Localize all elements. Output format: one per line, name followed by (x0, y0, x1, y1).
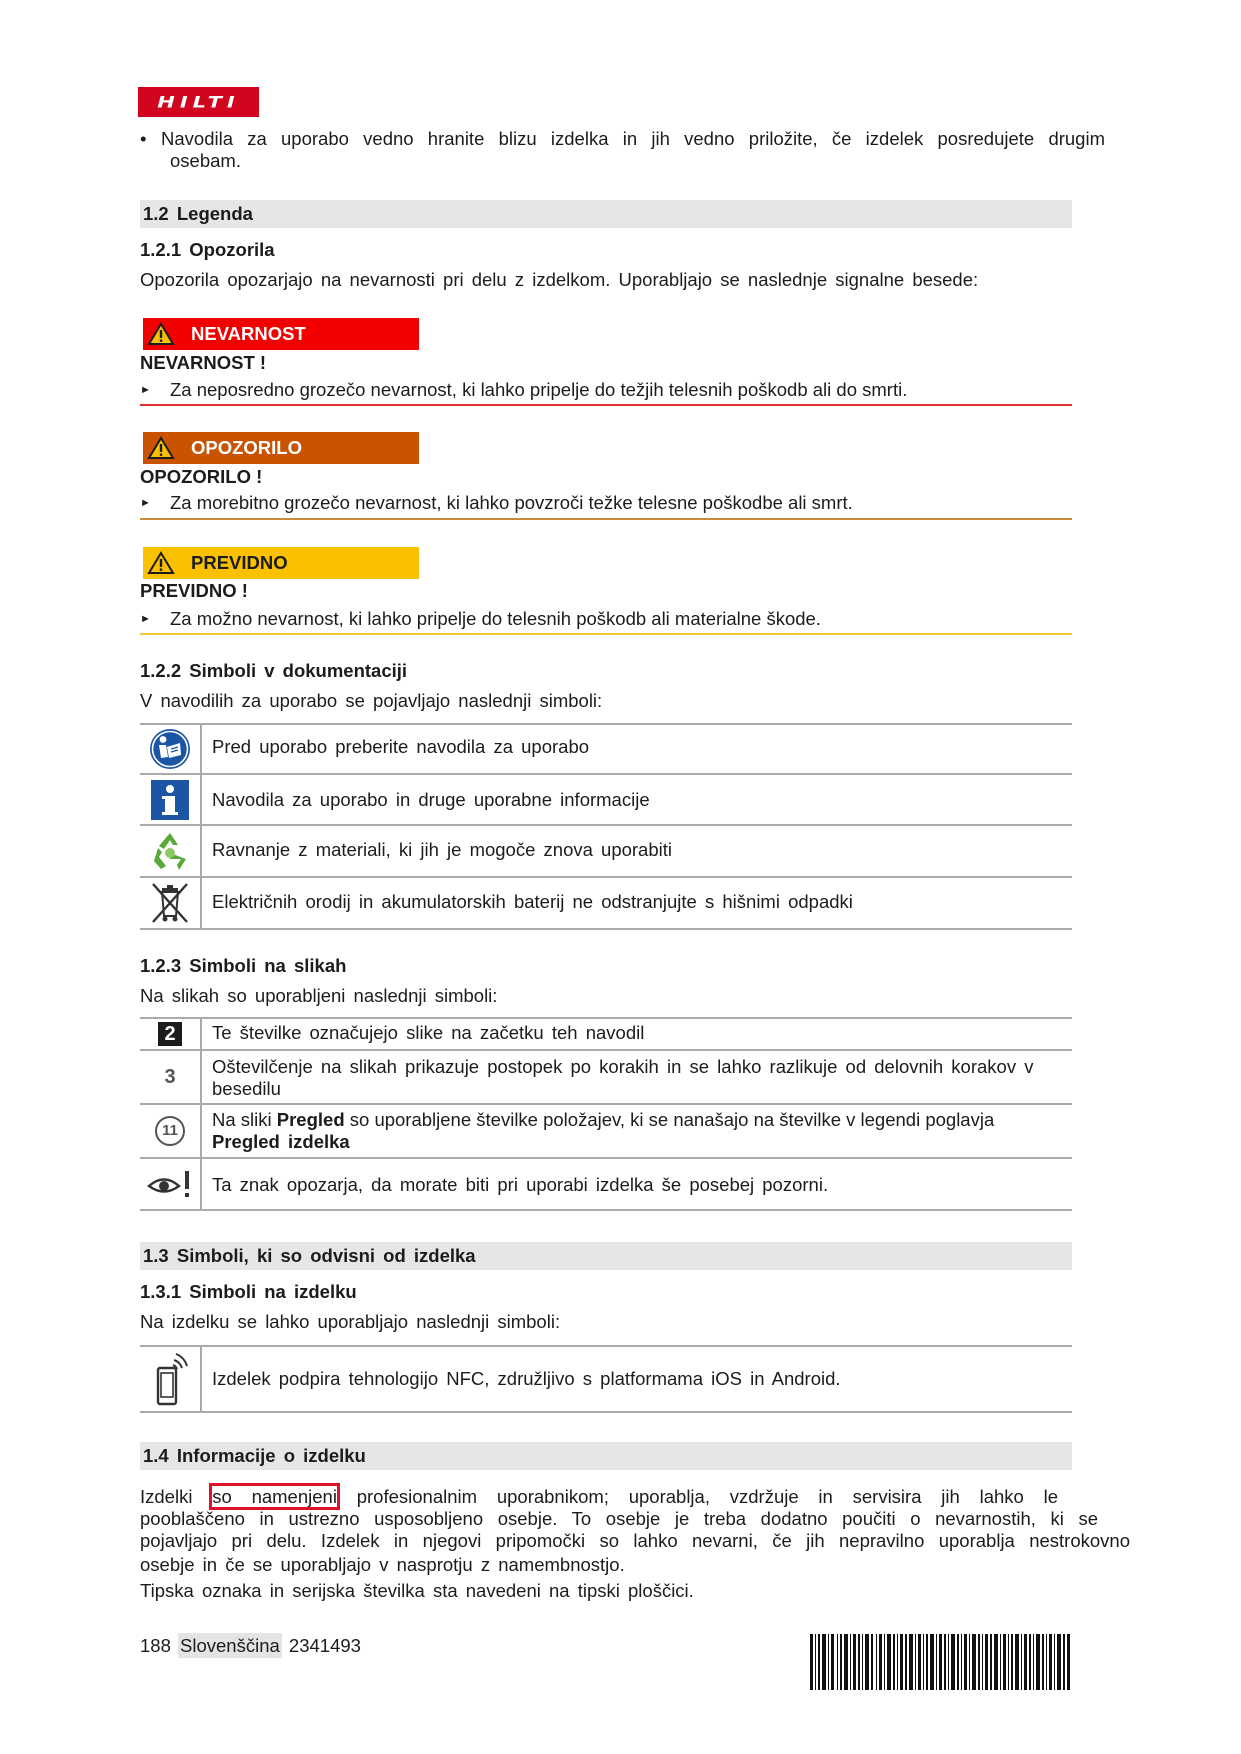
image-symbol-text-line1: Oštevilčenje na slikah prikazuje postopek po korakih in se lahko razlikuje od delovnih korakov v (212, 1056, 1034, 1077)
doc-symbol-text: Navodila za uporabo in druge uporabne informacije (212, 789, 650, 810)
hilti-logo (138, 87, 259, 117)
table-row (140, 1051, 200, 1103)
warnings-intro-text: Opozorila opozarjajo na nevarnosti pri delu z izdelkom. Uporabljajo se naslednje signalne besede: (140, 269, 979, 290)
subsection-title-1-2-2: 1.2.2 Simboli v dokumentaciji (140, 660, 408, 681)
bullet-triangle-icon: ► (140, 384, 151, 396)
highlighted-text: so namenjeni (212, 1486, 337, 1507)
intro-bullet-line2: osebam. (170, 150, 241, 171)
table-rule (140, 1345, 1072, 1347)
signal-label-caution: PREVIDNO (191, 552, 288, 573)
page-footer (140, 1635, 361, 1657)
doc-symbol-text: Pred uporabo preberite navodila za uporabo (212, 736, 590, 757)
warning-triangle-icon (147, 436, 175, 460)
divider-danger (140, 404, 1072, 406)
text-run: Na sliki (212, 1109, 277, 1130)
divider-warning (140, 518, 1072, 520)
table-column-divider (200, 1345, 202, 1413)
warning-triangle-icon (147, 551, 175, 575)
product-info-line2: pooblaščeno in ustrezno usposobljeno osebje. To osebje je treba dodatno poučiti o nevarnostih, ki se (140, 1508, 1098, 1529)
text-run: profesionalnim uporabnikom; uporablja, vzdržuje in servisira jih lahko le (336, 1486, 1059, 1507)
signal-heading-caution: PREVIDNO ! (140, 580, 248, 601)
document-number: 2341493 (288, 1635, 361, 1656)
signal-label-warning: OPOZORILO (191, 437, 302, 458)
table-rule (140, 1103, 1072, 1105)
table-rule (140, 1157, 1072, 1159)
section-title-1-2: 1.2 Legenda (140, 200, 1072, 228)
signal-banner-caution (143, 547, 419, 579)
table-rule (140, 928, 1072, 930)
table-row (140, 775, 200, 824)
info-icon (150, 779, 190, 821)
subsection-title-1-2-3: 1.2.3 Simboli na slikah (140, 955, 347, 976)
signal-banner-danger (143, 318, 419, 350)
intro-bullet-marker: • (140, 128, 147, 149)
signal-heading-danger: NEVARNOST ! (140, 352, 267, 373)
table-rule (140, 1049, 1072, 1051)
table-rule (140, 1209, 1072, 1211)
signal-bullet-warning (140, 492, 1072, 514)
table-row (140, 725, 200, 773)
nfc-phone-icon (150, 1350, 190, 1408)
doc-symbols-intro: V navodilih za uporabo se pojavljajo naslednji simboli: (140, 690, 603, 711)
image-symbol-text: Ta znak opozarja, da morate biti pri uporabi izdelka še posebej pozorni. (212, 1174, 829, 1195)
text-run: Izdelki (140, 1486, 213, 1507)
table-row (140, 878, 200, 928)
subsection-title-1-2-1: 1.2.1 Opozorila (140, 239, 275, 260)
signal-heading-warning: OPOZORILO ! (140, 466, 263, 487)
subsection-title-1-3-1: 1.3.1 Simboli na izdelku (140, 1281, 357, 1302)
bullet-triangle-icon: ► (140, 497, 151, 509)
position-number-circle-icon (155, 1116, 185, 1146)
figure-number-box-icon (158, 1022, 182, 1046)
signal-bullet-danger (140, 379, 1072, 401)
table-row (140, 826, 200, 876)
table-rule (140, 876, 1072, 878)
section-title-1-3: 1.3 Simboli, ki so odvisni od izdelka (140, 1242, 1072, 1270)
recycle-icon (148, 829, 192, 873)
table-column-divider (200, 1017, 202, 1211)
table-rule (140, 824, 1072, 826)
image-symbol-text: Te številke označujejo slike na začetku teh navodil (212, 1022, 645, 1043)
section-title-1-4: 1.4 Informacije o izdelku (140, 1442, 1072, 1470)
image-symbol-text-line1 (212, 1109, 994, 1131)
product-symbols-intro: Na izdelku se lahko uporabljajo naslednji simboli: (140, 1311, 561, 1332)
signal-text-danger: Za neposredno grozečo nevarnost, ki lahko pripelje do težjih telesnih poškodb ali do smrti. (170, 379, 908, 400)
bullet-triangle-icon: ► (140, 613, 151, 625)
table-row (140, 1105, 200, 1157)
product-info-para2: Tipska oznaka in serijska številka sta navedeni na tipski ploščici. (140, 1580, 694, 1601)
figure-number: 2 (164, 1023, 176, 1045)
text-run: so uporabljene številke položajev, ki se nanašajo na številke v legendi poglavja (344, 1109, 995, 1130)
table-rule (140, 1017, 1072, 1019)
product-info-line3: pojavljajo pri delu. Izdelek in njegovi pripomočki so lahko nevarni, če jih nepravilno uporablja nestrokovno (140, 1530, 1130, 1551)
doc-symbol-text: Ravnanje z materiali, ki jih je mogoče znova uporabiti (212, 839, 672, 860)
table-row (140, 1347, 200, 1411)
position-number: 11 (162, 1122, 178, 1139)
divider-caution (140, 633, 1072, 635)
footer-language: Slovenščina (180, 1635, 280, 1656)
table-column-divider (200, 723, 202, 930)
logo-text: HILTI (157, 92, 240, 112)
product-symbol-text: Izdelek podpira tehnologijo NFC, združljivo s platformama iOS in Android. (212, 1368, 841, 1389)
intro-bullet-line1: Navodila za uporabo vedno hranite blizu izdelka in jih vedno priložite, če izdelek posredujete drugim (161, 128, 1105, 149)
doc-symbol-text: Električnih orodij in akumulatorskih baterij ne odstranjujte s hišnimi odpadki (212, 891, 853, 912)
table-row (140, 1019, 200, 1049)
table-rule (140, 1411, 1072, 1413)
signal-text-caution: Za možno nevarnost, ki lahko pripelje do telesnih poškodb ali materialne škode. (170, 608, 821, 629)
eye-attention-icon (147, 1169, 193, 1199)
image-symbol-text-line2: besedilu (212, 1078, 281, 1099)
signal-bullet-caution (140, 608, 1072, 630)
table-rule (140, 723, 1072, 725)
product-info-line1 (140, 1486, 1058, 1508)
barcode-icon (810, 1634, 1070, 1690)
product-info-line4: osebje in če se uporabljajo v nasprotju z namembnostjo. (140, 1554, 625, 1575)
crossed-bin-icon (149, 880, 191, 926)
image-symbols-intro: Na slikah so uporabljeni naslednji simboli: (140, 985, 498, 1006)
page-number: 188 (140, 1635, 171, 1656)
read-manual-icon (148, 727, 192, 771)
signal-banner-warning (143, 432, 419, 464)
step-number-icon: 3 (164, 1065, 176, 1088)
bold-term: Pregled (276, 1109, 345, 1130)
table-row (140, 1159, 200, 1209)
signal-text-warning: Za morebitno grozečo nevarnost, ki lahko povzroči težke telesne poškodbe ali smrt. (170, 492, 853, 513)
table-rule (140, 773, 1072, 775)
signal-label-danger: NEVARNOST (191, 323, 306, 344)
warning-triangle-icon (147, 322, 175, 346)
image-symbol-text-line2: Pregled izdelka (212, 1131, 350, 1152)
